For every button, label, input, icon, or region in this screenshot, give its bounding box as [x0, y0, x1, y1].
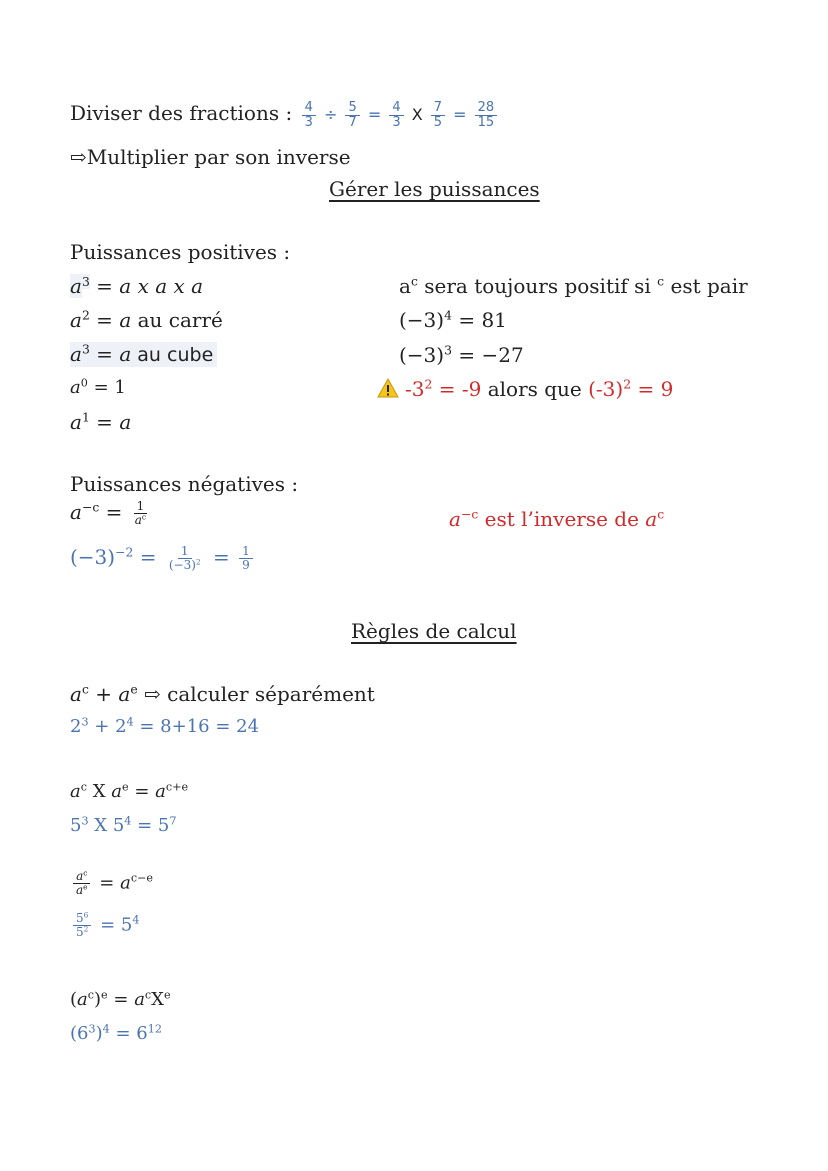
arrow-right-icon: ⇨	[137, 682, 168, 706]
fraction: $\frac{7}{5}$	[431, 101, 445, 130]
fraction: $\frac{4}{3}$	[302, 101, 316, 130]
example-even-power: $(-3)^4 = 81$	[399, 307, 507, 332]
fraction: $\frac{4}{3}$	[389, 101, 403, 130]
positive-line-5: $a^1 = a$	[70, 409, 132, 434]
negative-example: $(-3)^{-2}$ = $\frac{1}{(-3)^2}$ = $\frac{1}{9}$	[70, 545, 256, 572]
addition-rule: $a^c + a^e$ ⇨ calculer séparément	[70, 681, 375, 706]
fraction: $\frac{1}{a^c}$	[134, 499, 147, 527]
example-odd-power: $(-3)^3 = -27$	[399, 342, 524, 367]
section-title-powers: Gérer les puissances	[329, 177, 540, 201]
multiplication-example: $5^3$ X $5^4 = 5^7$	[70, 814, 177, 836]
warning-line: $-3^2 = -9$ alors que $(-3)^2 = 9$	[377, 377, 673, 403]
fraction: $\frac{5^6}{5^2}$	[73, 912, 91, 939]
divide-sign: ÷	[323, 105, 338, 124]
section-title-rules: Règles de calcul	[351, 619, 517, 643]
division-rule: $\frac{a^c}{a^e}$ = $a^{c-e}$	[70, 870, 153, 897]
fraction: $\frac{1}{9}$	[239, 545, 253, 572]
positive-line-1: $a^3 = a$ x a x a	[70, 273, 204, 298]
negative-powers-heading: Puissances négatives :	[70, 472, 299, 496]
power-of-power-example: $(6^3)^4 = 6^{12}$	[70, 1022, 162, 1044]
warning-icon	[377, 378, 399, 403]
positive-powers-heading: Puissances positives :	[70, 240, 291, 264]
fraction-division-line: Diviser des fractions : $\frac{4}{3}$ ÷ $\frac{5}{7}$ = $\frac{4}{3}$ X $\frac{7}{5}$ = $\frac{28}{15}$	[70, 101, 500, 130]
fraction: $\frac{28}{15}$	[475, 101, 498, 130]
fraction: $\frac{a^c}{a^e}$	[73, 870, 91, 897]
fraction: $\frac{1}{(-3)^2}$	[168, 544, 201, 572]
inverse-rule: ⇨Multiplier par son inverse	[70, 145, 351, 169]
positive-line-3: $a^3 = a$ au cube	[70, 342, 217, 367]
parity-rule: $a^c$ sera toujours positif si $^c$ est pair	[399, 273, 748, 298]
positive-line-2: $a^2 = a$ au carré	[70, 307, 223, 332]
multiplication-rule: $a^c$ X $a^e = a^{c+e}$	[70, 780, 189, 802]
negative-definition: $a^{-c}$ = $\frac{1}{a^c}$	[70, 500, 152, 527]
arrow-right-icon: ⇨	[70, 145, 87, 169]
power-of-power-rule: $(a^c)^e = a^cX^e$	[70, 988, 171, 1010]
inverse-note: $a^{-c}$ est l’inverse de $a^c$	[449, 506, 665, 531]
times-sign: X	[411, 105, 423, 124]
positive-line-4: $a^0 = 1$	[70, 376, 126, 398]
fraction: $\frac{5}{7}$	[345, 101, 359, 130]
fraction-division-label: Diviser des fractions :	[70, 101, 293, 125]
addition-example: $2^3 + 2^4 = 8+16 = 24$	[70, 715, 260, 737]
division-example: $\frac{5^6}{5^2}$ = $5^4$	[70, 912, 139, 939]
